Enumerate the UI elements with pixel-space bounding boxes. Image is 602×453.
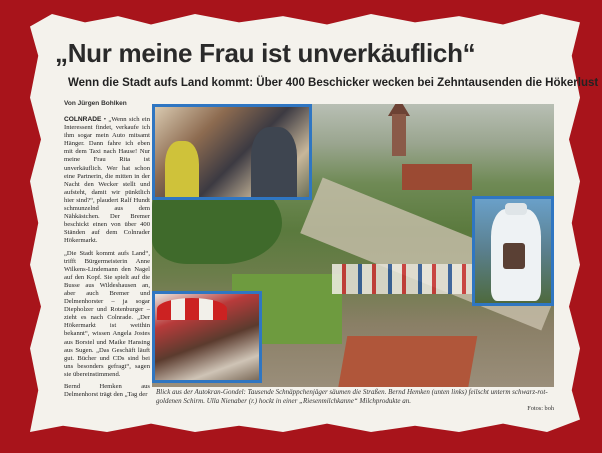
byline: Von Jürgen Bohlken bbox=[64, 100, 127, 107]
inset-photo-crowd bbox=[152, 104, 312, 200]
photo-umbrella bbox=[157, 298, 227, 320]
headline: „Nur meine Frau ist unverkäuflich“ bbox=[55, 38, 476, 68]
article-paragraph-3: Bernd Hemken aus Delmenhorst trägt den „Tag der bbox=[64, 383, 150, 398]
subheadline: Wenn die Stadt aufs Land kommt: Über 400 Beschicker wecken bei Zehntausenden die Hökerlust bbox=[68, 77, 599, 89]
photo-person-dark-jacket bbox=[251, 127, 297, 199]
photo-milk-can-window bbox=[503, 243, 525, 269]
caption-text: Blick aus der Autokran-Gondel: Tausende Schnäppchenjäger säumen die Straßen. Bernd Hemken (unten links) feilscht unterm schwarz-rot-goldenen Schirm. Ulla Nienaber (r.) hockt in einer „Riesenmilchkanne“ Milchprodukte an. bbox=[156, 388, 548, 405]
photo-house-roof bbox=[402, 164, 472, 190]
article-paragraph-1 bbox=[64, 116, 150, 246]
paragraph-1-text: • „Wenn sich ein Interessent findet, verkaufe ich ihm sogar mein Auto mitsamt Hänger. Dann fahre ich eben mit dem Taxi nach Hause! Nur meine Frau Rita ist unverkäuflich. Wer hat schon eine Partnerin, die mitten in der Nacht den Wecker stellt und aufsteht, damit wir pünktlich hier sind?“, plaudert Ralf Hundt schmunzelnd aus dem Nähkästchen. Der Bremer beschickt einen von über 400 Ständen auf dem Colnrader Hökermarkt. bbox=[64, 116, 150, 245]
photo-foreground-roof bbox=[337, 336, 478, 387]
photo-caption bbox=[156, 388, 554, 412]
photo-person-yellow-jacket bbox=[165, 141, 199, 199]
photo-church-tower bbox=[392, 114, 406, 156]
dateline-place: COLNRADE bbox=[64, 116, 102, 123]
article-paragraph-2: „Die Stadt kommt aufs Land“, trifft Bürgermeisterin Anne Wilkens-Lindemann den Nagel auf den Kopf. Sie spielt auf die Busse aus Wildeshausen an, aber auch Bremer und Delmenhorster – ja sogar Diepholzer und Rotenburger – zieht es nach Colnrade. „Der Hökermarkt ist weithin bekannt“, wissen Angela Jostes aus Borstel und Maike Hansing aus Sugen. „Das Geschäft läuft gut. Bücher und CDs sind bei uns besonders gefragt“, sagen sie übereinstimmend. bbox=[64, 249, 150, 378]
article-column bbox=[64, 116, 150, 398]
inset-photo-umbrella-stall bbox=[152, 291, 262, 383]
photo-credit: Fotos: boh bbox=[527, 404, 554, 412]
inset-photo-milk-can bbox=[472, 196, 554, 306]
